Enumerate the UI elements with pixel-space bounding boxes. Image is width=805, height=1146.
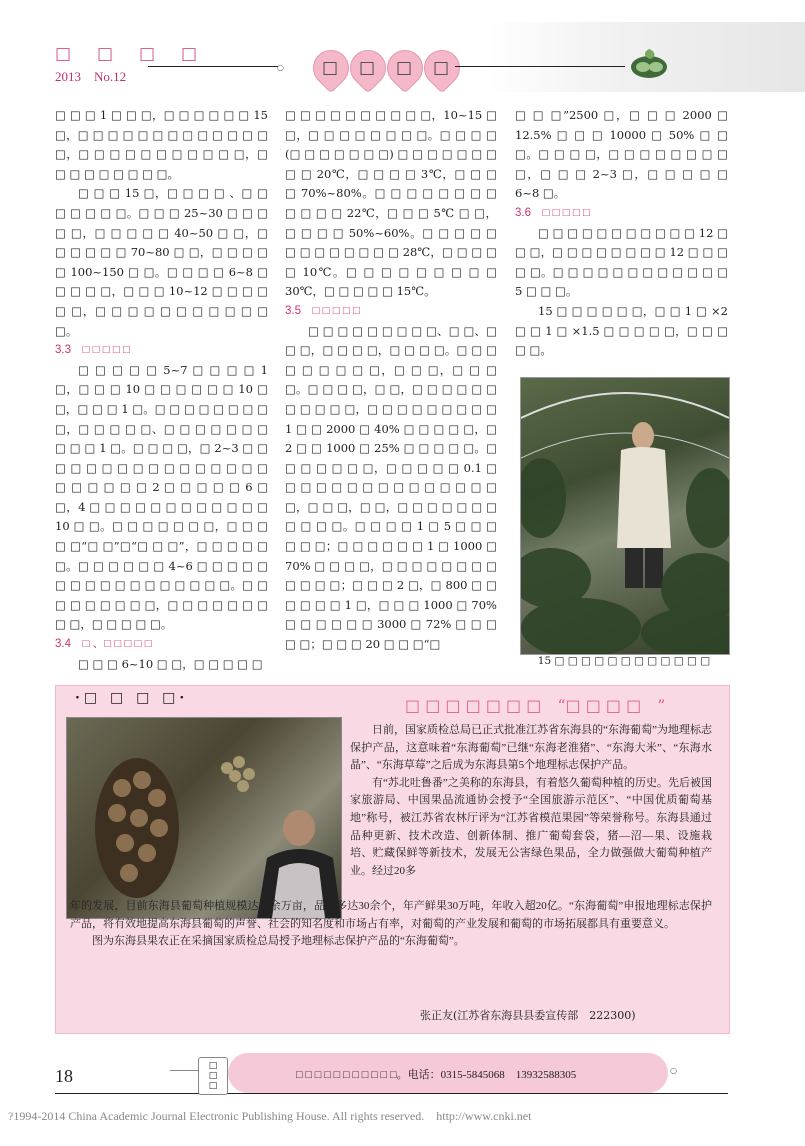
- section-char: □: [432, 58, 450, 78]
- text-column-2: [285, 106, 497, 655]
- text-column-1: [55, 106, 268, 674]
- news-body-right: [350, 722, 712, 880]
- section-heading: 3.5 □ □ □ □ □: [285, 304, 360, 317]
- footer-badge: [198, 1057, 228, 1095]
- paragraph: □ □ □ 6~10 □ □，□ □ □ □ □: [78, 656, 263, 671]
- section-char: □: [395, 58, 413, 78]
- section-char: □: [321, 58, 339, 78]
- text-column-3: [515, 106, 728, 361]
- footer-rule: [55, 1093, 728, 1094]
- photo-caption: 15 □ □ □ □ □ □ □ □ □ □ □ □: [537, 655, 711, 667]
- greenhouse-photo: [520, 377, 730, 655]
- news-paragraph: 有“苏北吐鲁番”之美称的东海县，有着悠久葡萄种植的历史。先后被国家旅游局、中国果品流通协会授予“全国旅游示范区”、“中国优质葡萄基地”称号，被江苏省农林厅评为“江苏省模范果园”等荣誉称号。东海县通过品种更新、技术改造、创新体制、推广葡萄套袋，猪—沼—果、设施栽培、贮藏保鲜等新技术，发展无公害绿色果品，全力做强做大葡萄种植产业。经过20多: [350, 776, 712, 877]
- badge-char: □: [208, 1071, 218, 1081]
- section-char: □: [358, 58, 376, 78]
- paragraph: □ □ □ □ □ 5~7 □ □ □ □ 1 □，□ □ □ 10 □ □ □ □ □ □ 10 □ □，□ □ □ 1 □。□ □ □ □ □ □ □ □ □，□ □ □ □ □、□ □ □ □ □ □ □ □ □ □ 1 □。□ □ □ □，□ 2~3 □ □ □ □ □ □ □ □ □ □ □ □ □ □ □ □ □ □ □ □ □ □ 2 □ □ □ □ □ 6 □ □，4 □ □ □ □ □ □ □ □ □ □ □ □ 10 □ □。□ □ □ □ □ □ □，□ □ □ □ □“□ □”□“□ □ □”，□ □ □ □ □ □。□ □ □ □ □ □ 4~6 □ □ □ □ □ □ □ □ □ □ □ □ □ □ □ □ □。□ □ □ □ □ □ □ □ □，□ □ □ □ □ □ □ □ □，□ □ □ □ □。: [55, 362, 268, 632]
- paragraph: □ □ □”2500 □，□ □ □ 2000 □ 12.5% □ □ □ 10000 □ 50% □ □ □。□ □ □ □，□ □ □ □ □ □ □ □ □，□ □ □ 2~3 □，□ □ □ □ □ 6~8 □。: [515, 108, 728, 201]
- page-number: 18: [55, 1066, 73, 1086]
- section-rule: [455, 66, 625, 67]
- news-box-title: □ □ □ □ □ □ □ “□ □ □ □ ”: [405, 696, 666, 715]
- issue-number: 2013 No.12: [55, 69, 127, 84]
- paragraph: □ □ □ 1 □ □ □，□ □ □ □ □ □ 15 □，□ □ □ □ □ □ □ □ □ □ □ □ □ □，□ □ □ □ □ □ □ □ □ □ □，□ □ □ □ □ □ □ □ □。: [55, 108, 268, 181]
- paragraph: □ □ □ □ □ □ □ □ □、□ □、□ □ □，□ □ □ □，□ □ □ □。□ □ □ □ □ □ □ □ □，□ □ □，□ □ □ □。□ □ □ □，□ □，□ □ □ □ □ □ □ □ □ □ □，□ □ □ □ □ □ □ □ □ 1 □ □ 2000 □ 40% □ □ □ □ □，□ 2 □ □ 1000 □ 25% □ □ □ □ □。□ □ □ □ □ □ □，□ □ □ □ □ 0.1 □ □ □ □ □ □ □ □ □ □ □ □ □ □ □ □，□ □ □，□ □，□ □ □ □ □ □ □ □ □ □ □。□ □ □ □ 1 □ 5 □ □ □ □ □ □；□ □ □ □ □ □ 1 □ 1000 □ 70% □ □ □ □，□ □ □ □ □ □ □ □ □ □ □ □；□ □ □ 2 □，□ 800 □ □ □ □ □ □ 1 □，□ □ □ 1000 □ 70% □ □ □ □ □ □ 3000 □ 72% □ □ □ □ □；□ □ □ 20 □ □ □“□: [285, 323, 497, 652]
- footer-contact: □ □ □ □ □ □ □ □ □ □ □。电话：0315-5845068 13932588305: [296, 1069, 577, 1081]
- news-byline: 张正友(江苏省东海县县委宣传部 222300): [420, 1009, 636, 1022]
- news-body-full: [70, 898, 712, 951]
- badge-char: □: [208, 1081, 218, 1091]
- paragraph: □ □ □ □ □ □ □ □ □ □ □ 12 □ □ □，□ □ □ □ □ □ □ □ 12 □ □ □ □ □。□ □ □ □ □ □ □ □ □ □ □ □ 5 □ □ □。: [515, 225, 728, 299]
- news-box-label: ·□ □ □ □·: [75, 690, 189, 706]
- magazine-title: □ □ □ □: [55, 44, 208, 64]
- section-heading: 3.6 □ □ □ □ □: [515, 206, 590, 219]
- paragraph: □ □ □ □ □ □ □ □ □ □，10~15 □ □，□ □ □ □ □ □ □ □。□ □ □ □ (□ □ □ □ □ □ □) □ □ □ □ □ □ □ □ □ 20℃，□ □ □ □ 3℃，□ □ □ □ 70%~80%。□ □ □ □ □ □ □ □ □ □ □ □ 22℃，□ □ □ 5℃ □ □，□ □ □ □ 50%~60%。□ □ □ □ □ □ □ □ □ □ □ □ □ 28℃，□ □ □ □ □ 10℃。□ □ □ □ □ □ □ □ □ 30℃，□ □ □ □ □ 15℃。: [285, 108, 497, 299]
- rule-end-dot: ○: [670, 1066, 677, 1075]
- news-paragraph: 年的发展，目前东海县葡萄种植规模达10余万亩，品种多达30余个，年产鲜果30万吨，年收入超20亿。“东海葡萄”申报地理标志保护产品，将有效地提高东海县葡萄的声誉、社会的知名度和市场占有率，对葡萄的产业发展和葡萄的市场拓展都具有重要意义。: [70, 900, 712, 930]
- section-heading: 3.4 □ 、□ □ □ □ □: [55, 638, 152, 651]
- paragraph: 15 □ □ □ □ □ □，□ □ 1 □ ×2 □ □ 1 □ ×1.5 □ □ □ □ □，□ □ □ □ □。: [515, 303, 728, 358]
- news-paragraph: 日前，国家质检总局已正式批准江苏省东海县的“东海葡萄”为地理标志保护产品，这意味着“东海葡萄”已继“东海老淮猪”、“东海大米”、“东海水晶”、“东海草莓”之后成为东海县第5个地理标志保护产品。: [350, 724, 712, 772]
- copyright-notice: ?1994-2014 China Academic Journal Electronic Publishing House. All rights reserved. http://www.cnki.net: [8, 1109, 532, 1123]
- footer-rule-short: [170, 1070, 198, 1071]
- header-rule: [148, 66, 278, 67]
- paragraph: □ □ □ 15 □，□ □ □ □ 、□ □ □ □ □ □ □。□ □ □ 25~30 □ □ □ □ □，□ □ □ □ □ 40~50 □ □，□ □ □ □ □ □ 70~80 □ □，□ □ □ □ □ 100~150 □ □。□ □ □ □ 6~8 □ □ □ □ □，□ □ □ 10~12 □ □ □ □ □ □，□ □ □ □ □ □ □ □ □ □ □ □。: [55, 186, 268, 338]
- leaf-logo-icon: [628, 45, 670, 83]
- section-heading: 3.3 □ □ □ □ □: [55, 344, 130, 357]
- grape-harvest-photo: [66, 717, 342, 919]
- rule-end-dot: ○: [277, 63, 284, 72]
- badge-char: □: [208, 1061, 218, 1071]
- news-paragraph: 图为东海县果农正在采摘国家质检总局授予地理标志保护产品的“东海葡萄”。: [92, 935, 465, 948]
